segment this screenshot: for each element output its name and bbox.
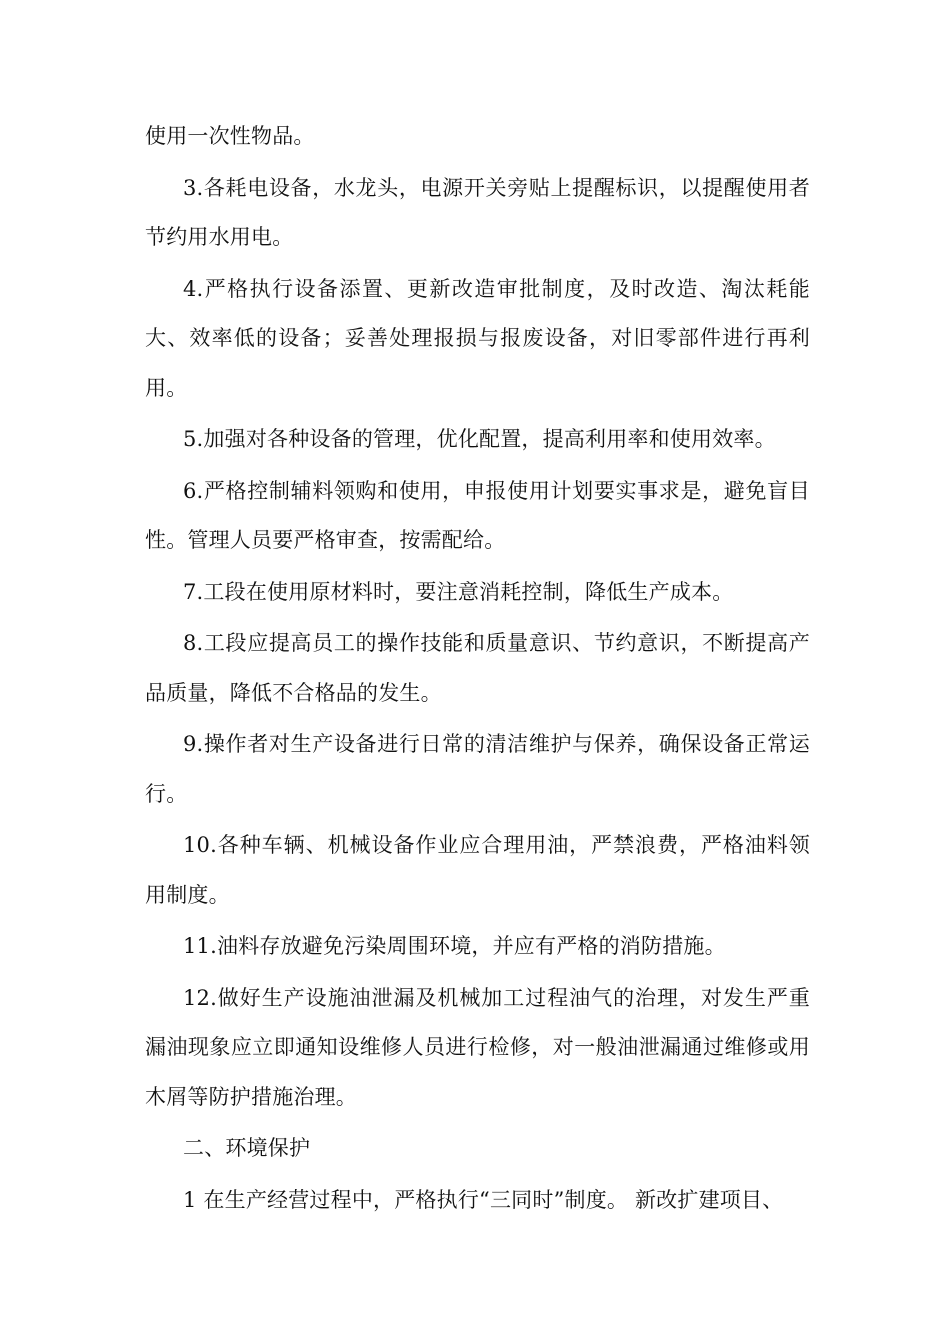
paragraph-item-5: 5.加强对各种设备的管理，优化配置，提高利用率和使用效率。 [183,427,776,451]
paragraph-item-12: 12.做好生产设施油泄漏及机械加工过程油气的治理，对发生严重漏油现象应立即通知设维修人员进行检修，对一般油泄漏通过维修或用木屑等防护措施治理。 [145,985,810,1109]
paragraph-item-8: 8.工段应提高员工的操作技能和质量意识、节约意识，不断提高产品质量，降低不合格品的发生。 [145,631,810,705]
paragraph-item-6: 6.严格控制辅料领购和使用，申报使用计划要实事求是，避免盲目性。管理人员要严格审查，按需配给。 [145,478,810,552]
section-heading-environment: 二、环境保护 [183,1136,311,1160]
paragraph-item-3: 3.各耗电设备，水龙头，电源开关旁贴上提醒标识，以提醒使用者节约用水用电。 [145,175,810,249]
paragraph-env-item-1: 1 在生产经营过程中，严格执行“三同时”制度。 新改扩建项目、 [183,1187,784,1212]
paragraph-item-9: 9.操作者对生产设备进行日常的清洁维护与保养，确保设备正常运行。 [145,732,810,806]
paragraph-item-11: 11.油料存放避免污染周围环境，并应有严格的消防措施。 [183,934,726,958]
paragraph-item-10: 10.各种车辆、机械设备作业应合理用油，严禁浪费，严格油料领用制度。 [145,833,810,907]
paragraph-item-7: 7.工段在使用原材料时，要注意消耗控制，降低生产成本。 [183,579,734,604]
paragraph-continuation: 使用一次性物品。 [145,124,315,148]
paragraph-item-4: 4.严格执行设备添置、更新改造审批制度，及时改造、淘汰耗能大、效率低的设备；妥善处理报损与报废设备，对旧零部件进行再利用。 [145,276,810,400]
document-body [145,112,810,1227]
